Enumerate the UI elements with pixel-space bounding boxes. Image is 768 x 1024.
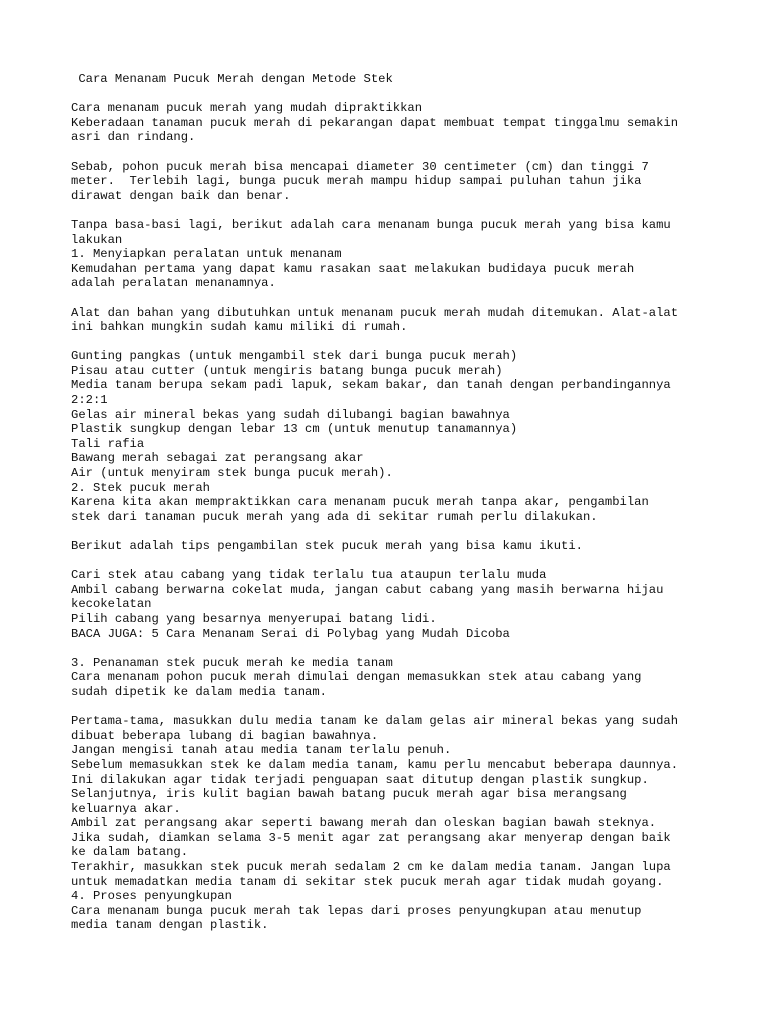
blank-line (71, 145, 711, 160)
text-line: Ambil zat perangsang akar seperti bawang merah dan oleskan bagian bawah steknya. (71, 816, 657, 831)
text-line: Cara Menanam Pucuk Merah dengan Metode Stek (71, 72, 393, 86)
text-line: Cari stek atau cabang yang tidak terlalu tua ataupun terlalu muda (71, 568, 547, 583)
text-line: adalah peralatan menanamnya. (71, 276, 276, 291)
text-line: kecokelatan (71, 597, 152, 612)
text-line: Bawang merah sebagai zat perangsang akar (71, 451, 364, 466)
text-line: keluarnya akar. (71, 801, 181, 816)
text-line: Berikut adalah tips pengambilan stek pucuk merah yang bisa kamu ikuti. (71, 539, 583, 553)
text-line: Pertama-tama, masukkan dulu media tanam ke dalam gelas air mineral bekas yang sudah (71, 714, 679, 729)
blank-line (71, 524, 711, 539)
text-line: Media tanam berupa sekam padi lapuk, sekam bakar, dan tanah dengan perbandingannya (71, 378, 671, 393)
text-line: Cara menanam pucuk merah yang mudah dipraktikkan (71, 101, 423, 116)
text-line: dibuat beberapa lubang di bagian bawahnya. (71, 728, 379, 743)
text-line: 1. Menyiapkan peralatan untuk menanam (71, 247, 342, 262)
text-line: Pisau atau cutter (untuk mengiris batang bunga pucuk merah) (71, 363, 503, 378)
text-line: Karena kita akan mempraktikkan cara menanam pucuk merah tanpa akar, pengambilan (71, 495, 649, 510)
text-line: ini bahkan mungkin sudah kamu miliki di rumah. (71, 320, 408, 335)
text-line: lakukan (71, 232, 123, 247)
text-line: 2:2:1 (71, 393, 108, 408)
text-line: meter. Terlebih lagi, bunga pucuk merah mampu hidup sampai puluhan tahun jika (71, 174, 642, 189)
blank-line (71, 554, 711, 569)
text-line: Gelas air mineral bekas yang sudah dilubangi bagian bawahnya (71, 407, 510, 422)
text-line: Sebelum memasukkan stek ke dalam media tanam, kamu perlu mencabut beberapa daunnya. (71, 757, 679, 772)
blank-line (71, 203, 711, 218)
text-line: Air (untuk menyiram stek bunga pucuk merah). (71, 466, 393, 481)
text-line: Terakhir, masukkan stek pucuk merah sedalam 2 cm ke dalam media tanam. Jangan lupa (71, 860, 671, 875)
blank-line (71, 700, 711, 715)
blank-line (71, 291, 711, 306)
blank-line (71, 335, 711, 350)
text-line: Tanpa basa-basi lagi, berikut adalah cara menanam bunga pucuk merah yang bisa kamu (71, 217, 671, 232)
text-line: dirawat dengan baik dan benar. (71, 188, 291, 203)
text-line: Jangan mengisi tanah atau media tanam terlalu penuh. (71, 743, 452, 758)
blank-line (71, 641, 711, 656)
text-line: Kemudahan pertama yang dapat kamu rasakan saat melakukan budidaya pucuk merah (71, 261, 635, 276)
document-body (71, 72, 711, 933)
text-line: asri dan rindang. (71, 130, 196, 145)
text-line: Tali rafia (71, 436, 145, 451)
text-line: ke dalam batang. (71, 845, 189, 860)
text-line: 4. Proses penyungkupan (71, 889, 232, 904)
text-line: Cara menanam pohon pucuk merah dimulai dengan memasukkan stek atau cabang yang (71, 670, 642, 685)
text-line: sudah dipetik ke dalam media tanam. (71, 684, 327, 699)
text-line: untuk memadatkan media tanam di sekitar stek pucuk merah agar tidak mudah goyang. (71, 874, 664, 889)
text-line: 3. Penanaman stek pucuk merah ke media tanam (71, 655, 393, 670)
blank-line (71, 87, 711, 102)
text-line: Pilih cabang yang besarnya menyerupai batang lidi. (71, 611, 437, 626)
text-line: Sebab, pohon pucuk merah bisa mencapai diameter 30 centimeter (cm) dan tinggi 7 (71, 159, 649, 174)
text-line: Alat dan bahan yang dibutuhkan untuk menanam pucuk merah mudah ditemukan. Alat-alat (71, 305, 679, 320)
text-line: Selanjutnya, iris kulit bagian bawah batang pucuk merah agar bisa merangsang (71, 787, 627, 802)
text-line: Ini dilakukan agar tidak terjadi penguapan saat ditutup dengan plastik sungkup. (71, 772, 649, 787)
text-line: Ambil cabang berwarna cokelat muda, jangan cabut cabang yang masih berwarna hijau (71, 582, 664, 597)
text-line: media tanam dengan plastik. (71, 918, 269, 933)
text-line: Keberadaan tanaman pucuk merah di pekarangan dapat membuat tempat tinggalmu semakin (71, 115, 679, 130)
text-line: stek dari tanaman pucuk merah yang ada di sekitar rumah perlu dilakukan. (71, 509, 598, 524)
text-line: Cara menanam bunga pucuk merah tak lepas dari proses penyungkupan atau menutup (71, 903, 642, 918)
text-line: Jika sudah, diamkan selama 3-5 menit agar zat perangsang akar menyerap dengan baik (71, 830, 671, 845)
text-line: Plastik sungkup dengan lebar 13 cm (untuk menutup tanamannya) (71, 422, 518, 437)
text-line: 2. Stek pucuk merah (71, 480, 210, 495)
text-line: Gunting pangkas (untuk mengambil stek dari bunga pucuk merah) (71, 349, 518, 364)
text-line: BACA JUGA: 5 Cara Menanam Serai di Polybag yang Mudah Dicoba (71, 626, 510, 641)
